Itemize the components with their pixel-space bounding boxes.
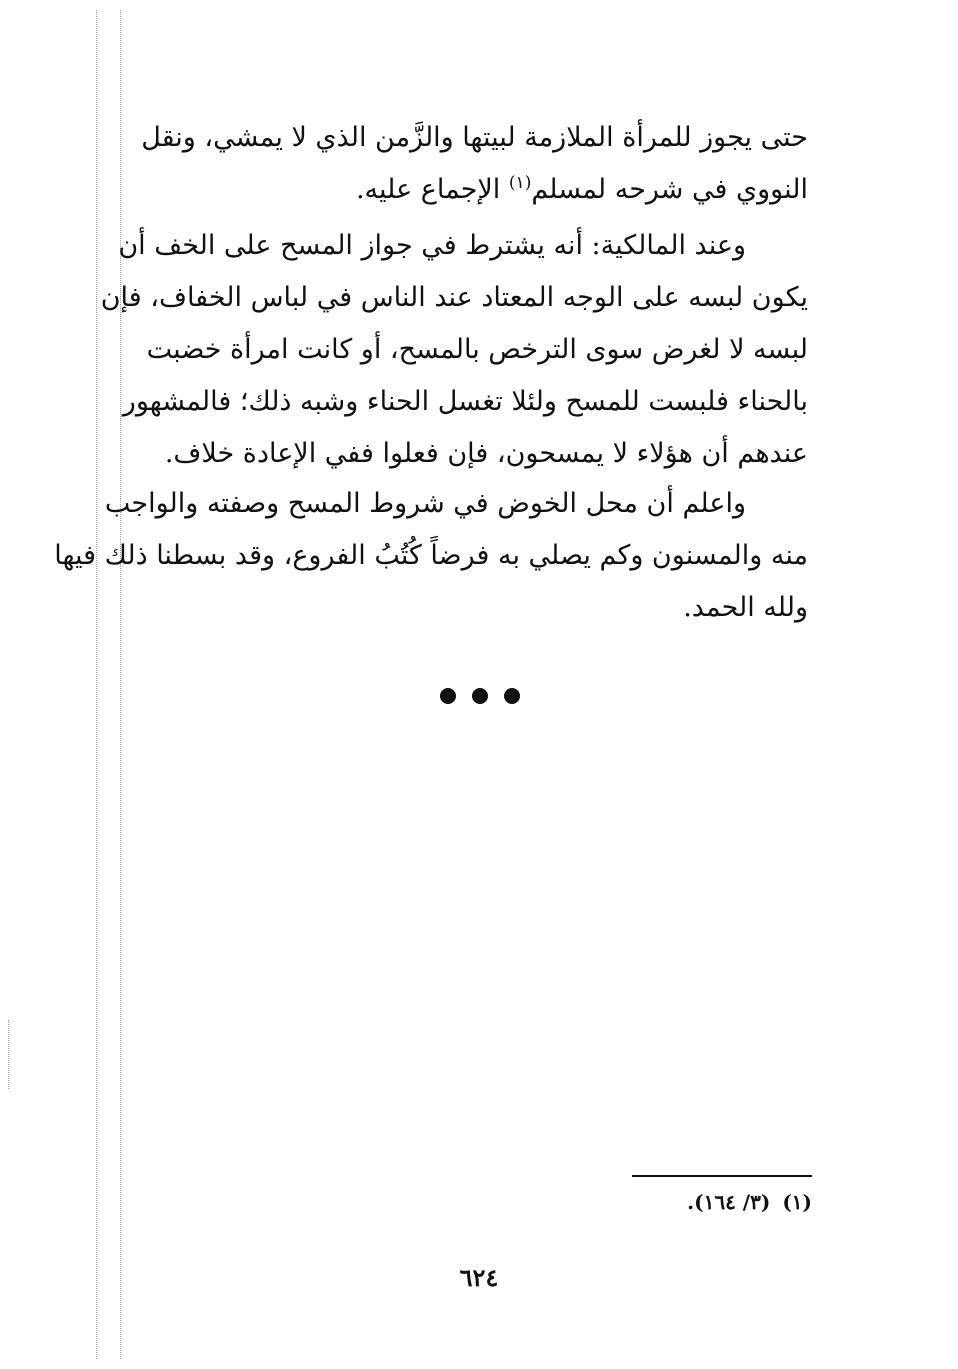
separator-dot-icon (504, 688, 520, 704)
paragraph-line: حتى يجوز للمرأة الملازمة لبيتها والزَّمن الذي لا يمشي، ونقل (141, 122, 808, 153)
paragraph-line: واعلم أن محل الخوض في شروط المسح وصفته والواجب (104, 488, 746, 519)
footnote-text: (٣/ ١٦٤). (687, 1190, 771, 1214)
footnote (560, 1190, 812, 1214)
paragraph-2 (100, 220, 808, 480)
text-fragment: النووي في شرحه لمسلم (531, 174, 808, 205)
paragraph-3 (54, 478, 808, 634)
separator-dot-icon (472, 688, 488, 704)
footnote-number: (١) (782, 1190, 812, 1214)
paragraph-line: لبسه لا لغرض سوى الترخص بالمسح، أو كانت امرأة خضبت (146, 334, 808, 365)
scan-edge-dots (8, 1020, 9, 1089)
paragraph-line: وعند المالكية: أنه يشترط في جواز المسح على الخف أن (118, 230, 746, 261)
scan-edge-dots (120, 10, 121, 1359)
paragraph-line: ولله الحمد. (683, 592, 808, 623)
paragraph-1 (138, 112, 808, 216)
text-fragment: الإجماع عليه. (355, 174, 509, 205)
scan-edge-dots (96, 10, 97, 1359)
separator-dot-icon (440, 688, 456, 704)
footnote-divider (632, 1175, 812, 1177)
paragraph-line: منه والمسنون وكم يصلي به فرضاً كُتُبُ الفروع، وقد بسطنا ذلك فيها (54, 540, 808, 571)
section-separator (440, 688, 520, 706)
page-number: ٦٢٤ (459, 1263, 499, 1292)
paragraph-line: عندهم أن هؤلاء لا يمسحون، فإن فعلوا ففي الإعادة خلاف. (164, 438, 808, 469)
paragraph-line: يكون لبسه على الوجه المعتاد عند الناس في لباس الخفاف، فإن (100, 282, 808, 313)
paragraph-line (138, 164, 808, 216)
footnote-reference[interactable]: (١) (508, 173, 532, 193)
paragraph-line: بالحناء فلبست للمسح ولئلا تغسل الحناء وشبه ذلك؛ فالمشهور (122, 386, 808, 417)
